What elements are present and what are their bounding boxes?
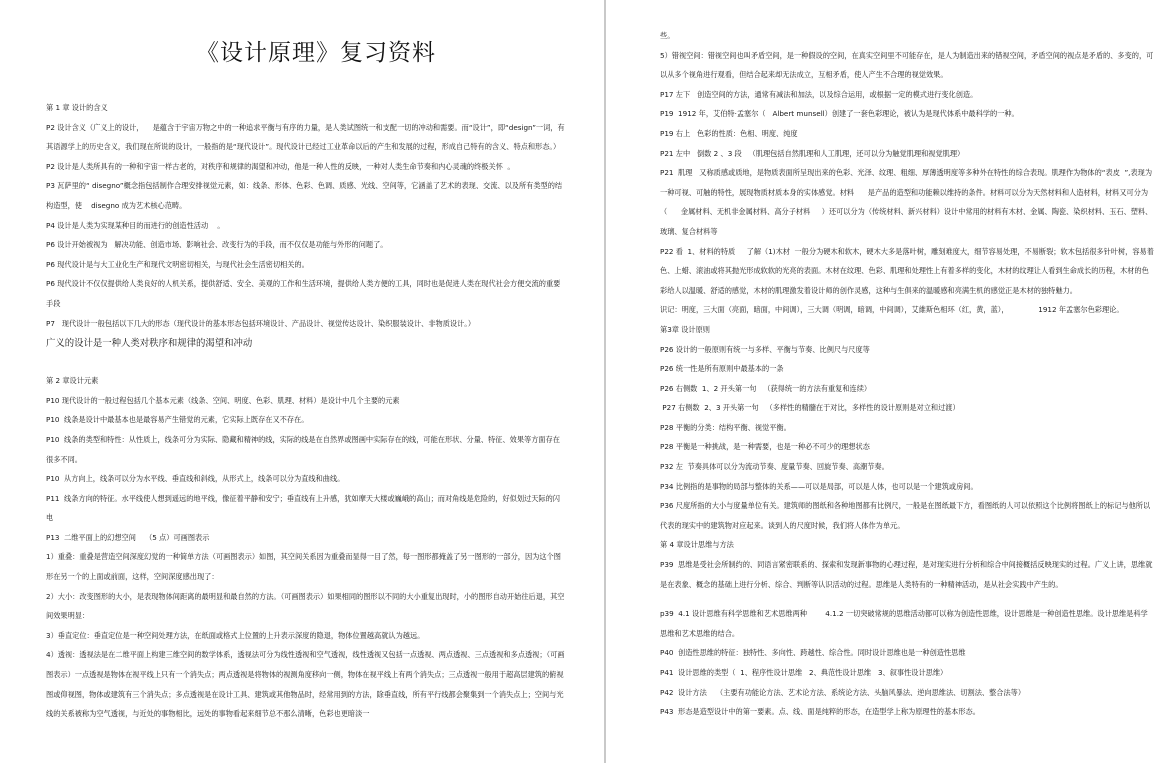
document-page-right bbox=[606, 0, 1163, 763]
paragraph: P34 比例指的是事物的局部与整体的关系——可以是局部，可以是人体，也可以是一个建筑或房间。 bbox=[660, 481, 978, 491]
paragraph: P3 瓦萨里的“ disegno”概念指包括制作合理安排视觉元素，如：线条、形体、色彩、色调、质感、光线、空间等，它涵盖了艺术的表现、交流、以及所有类型的结构造型，使 disegno 成为艺术核心范畴。 bbox=[46, 181, 563, 210]
paragraph: P26 统一性是所有原则中最基本的一条 bbox=[660, 364, 784, 374]
paragraph: p39 4.1 设计思维有科学思维和艺术思维两种 4.1.2 一切突破常规的思维活动都可以称为创造性思维，设计思维是一种创造性思维。设计思维是科学思维和艺术思维的结合。 bbox=[660, 609, 1148, 638]
left-column bbox=[46, 0, 566, 724]
paragraph: P2 设计是人类所具有的一种和宇宙一样古老的，对秩序和规律的渴望和冲动，他是一种人性的反映，一种对人类生命节奏和内心灵魂的终极关怀 。 bbox=[46, 161, 515, 171]
document-title: 《设计原理》复习资料 bbox=[196, 40, 436, 66]
paragraph: P2 设计含义（广义上的设计， 是蕴含于宇宙万物之中的一种追求平衡与有序的力量，是人类试图统一和支配一切的冲动和需要。而“设计”，即“design”一词，有其语源学上的历史含义，我们现在所说的设计，一般指的是“现代设计”。现代设计已经过工业革命以后的产生和发展的过程，形成自己特有的含义、特点和形态。） bbox=[46, 122, 565, 152]
paragraph: P10 从方向上，线条可以分为水平线、垂直线和斜线，从形式上，线条可以分为直线和曲线。 bbox=[46, 474, 345, 484]
paragraph: P21 肌理 又称质感或质地，是物质表面所呈现出来的色彩、光泽、纹理、粗细、厚薄透明度等多种外在特性的综合表现。肌理作为物体的“表皮 ”,表现为一种可视、可触的特性，展现物质材质本身的实体感觉。材料 是产品的造型和功能赖以维持的条件。材料可以分为天然材料和人造材料，材料又可分为（ 金属材料、无机非金属材料、高分子材料 ）还可以分为（传统材料、新兴材料）设计中常用的材料有木材、金属、陶瓷、染织材料、玉石、塑料、玻璃、复合材料等 bbox=[660, 168, 1153, 236]
right-column bbox=[660, 0, 1154, 722]
paragraph: P19 1912 年，艾伯特·孟塞尔（ Albert munsell）创建了一套色彩理论，被认为是现代体系中最科学的一种。 bbox=[660, 109, 1019, 119]
paragraph: 1）重叠：重叠是营造空间深度幻觉的一种简单方法（可画图表示）如图，其空间关系因为重叠而显得一目了然，每一图形都掩盖了另一图形的一部分，因为这个图形在另一个的上面或前面，这样，空间深度感出现了： bbox=[46, 552, 561, 582]
paragraph: P22 看 1、材料的特质 了解（1)木材 一般分为硬木和软木，硬木大多是落叶树，雕刻难度大，细节容易处理，不易断裂；软木包括很多针叶树，容易着色、上蜡、滚油或将其抛光形成软软的光亮的表面。木材在纹理、色彩、肌理和处理性上有着多样的变化，木材的纹理让人看到生命成长的历程，木材的色彩给人以温暖、舒适的感觉，木材的肌理激发着设计师的创作灵感，这种与生俱来的温暖感和亮满生机的感觉正是木材的独特魅力。 bbox=[660, 246, 1154, 295]
paragraph: P6 现代设计是与大工业化生产和现代文明密切相关，与现代社会生活密切相关的。 bbox=[46, 259, 309, 269]
paragraph: P11 线条方向的特征。水平线使人想到遥远的地平线，像征着平静和安宁；垂直线有上升感，犹如摩天大楼或巍峨的高山；而对角线是危险的，好似划过天际的闪电 bbox=[46, 493, 560, 523]
paragraph: P32 左 节奏具体可以分为流动节奏、度量节奏、回旋节奏、高潮节奏。 bbox=[660, 462, 889, 472]
paragraph: P17 左下 创造空间的方法，通常有减法和加法，以及综合运用，或根据一定的模式进行变化创造。 bbox=[660, 89, 978, 99]
paragraph: 4）透视：透视法是在二维平面上构建三维空间的数学体系，透视法可分为线性透视和空气透视，线性透视又包括一点透视、两点透视、三点透视和多点透视；（可画图表示）一点透视是物体在视平线上只有一个消失点；两点透视是将物体的视测角度移向一侧，物体在视平线上有两个消失点；三点透视一般用于超高层建筑的俯视图或仰视图，物体或建筑有三个消失点；多点透视是在设计工具、建筑或其他物品时，经常用到的方法，除垂直线，所有平行线都会聚集到一个消失点上；空间与光线的关系被称为空气透视，与近处的事物相比，远处的事物看起来细节总不那么清晰，色彩也更暗淡一 bbox=[46, 650, 565, 719]
paragraph: P10 线条是设计中最基本也是最容易产生错觉的元素，它实际上既存在又不存在。 bbox=[46, 415, 309, 425]
paragraph: P13 二维平面上的幻想空间 （5 点）可画图表示 bbox=[46, 532, 210, 542]
paragraph: P10 现代设计的一般过程包括几个基本元素（线条、空间、明度、色彩、肌理、材料）是设计中几个主要的元素 bbox=[46, 395, 400, 405]
paragraph: P28 平衡的分类：结构平衡、视觉平衡。 bbox=[660, 422, 791, 432]
paragraph: P4 设计是人类为实现某种目的而进行的创造性活动 。 bbox=[46, 220, 225, 230]
paragraph: P19 右上 色彩的性质：色相、明度、纯度 bbox=[660, 128, 798, 138]
paragraph: 些。 bbox=[660, 31, 675, 40]
paragraph: P26 设计的一般原则有统一与多样、平衡与节奏、比例尺与尺度等 bbox=[660, 344, 870, 354]
paragraph: P43 形态是造型设计中的第一要素。点、线、面是纯粹的形态，在造型学上称为原理性的基本形态。 bbox=[660, 707, 980, 717]
paragraph: P39 思维是受社会所制约的、同语言紧密联系的、探索和发现新事物的心理过程，是对现实进行分析和综合中间接概括反映现实的过程。广义上讲，思维就是在表象、概念的基础上进行分析、综合、判断等认识活动的过程。思维是人类特有的一种精神活动，是从社会实践中产生的。 bbox=[660, 560, 1153, 589]
paragraph: 2）大小：改变图形的大小，是表现物体间距离的最明显和最自然的方法。（可画图表示）如果相同的图形以不同的大小重复出现时，小的图形自动开始往后退，其空间效果明显： bbox=[46, 591, 565, 621]
paragraph: P40 创造性思维的特征：独特性、多向性、跨越性、综合性。同时设计思维也是一种创造性思维 bbox=[660, 648, 966, 658]
paragraph: P6 现代设计不仅仅提供给人类良好的人机关系，提供舒适、安全、美观的工作和生活环境，提供给人类方便的工具，同时也是促进人类在现代社会方便交流的重要手段 bbox=[46, 279, 561, 308]
chapter-heading-3: 第3章 设计原则 bbox=[660, 324, 710, 334]
paragraph: P10 线条的类型和特性：从性质上，线条可分为实际、隐藏和精神的线，实际的线是在自然界或图画中实际存在的线，可能在形状、分量、特征、效果等方面存在很多不同。 bbox=[46, 434, 560, 464]
paragraph: 3）垂直定位：垂直定位是一种空间处理方法，在纸面或格式上位置的上升表示深度的隐退，物体位置越高就认为越远。 bbox=[46, 630, 425, 640]
paragraph: P36 尺度所指的大小与度量单位有关。建筑师的图纸和各种地图都有比例尺，一般是在图纸最下方，看图纸的人可以依照这个比例将图纸上的标记与他所以代表的现实中的建筑物对应起来。谈到人的尺度时候，我们将人体作为单元。 bbox=[660, 501, 1151, 530]
chapter-heading-2: 第 2 章设计元素 bbox=[46, 376, 99, 386]
paragraph: P28 平衡是一种挑战，是一种需要，也是一种必不可少的理想状态 bbox=[660, 442, 870, 452]
paragraph: 识记：明度，三大面（亮面，暗面，中间调），三大调（明调，暗调，中间调），艾維斯色相环（红，黄，蓝）， 1912 年孟塞尔色彩理论。 bbox=[660, 305, 1124, 315]
chapter-heading-4: 第 4 章设计思维与方法 bbox=[660, 540, 734, 550]
paragraph: P27 右侧数 2、3 开头第一句 （多样性的精髓在于对比，多样性的设计原则是对立和过渡） bbox=[660, 403, 960, 413]
chapter-heading-1: 第 1 章 设计的含义 bbox=[46, 103, 108, 112]
paragraph: P21 左中 倒数 2 、3 段 （肌理包括自然肌理和人工肌理，还可以分为触觉肌理和视觉肌理） bbox=[660, 148, 965, 158]
paragraph: P6 设计开始被视为 解决功能、创造市场、影响社会、改变行为的手段，而不仅仅是功能与外形的问题了。 bbox=[46, 240, 388, 250]
paragraph: P26 右侧数 1、2 开头第一句 （获得统一的方法有重复和连续） bbox=[660, 383, 872, 393]
paragraph: 5）错视空间：错视空间也叫矛盾空间，是一种假设的空间，在真实空间里不可能存在，是人为制造出来的错视空间，矛盾空间的视点是矛盾的、多变的，可以从多个视角进行观看，但结合起来却无法成立，互相矛盾，使人产生不合理的视觉效果。 bbox=[660, 50, 1154, 80]
paragraph: P41 设计思维的类型（ 1、程序性设计思维 2、典范性设计思维 3、叙事性设计思维） bbox=[660, 668, 948, 677]
paragraph: P7 现代设计一般包括以下几大的形态（现代设计的基本形态包括环境设计、产品设计、视觉传达设计、染织服装设计、非物质设计。） bbox=[46, 318, 476, 328]
paragraph: P42 设计方法 （主要有功能论方法、艺术论方法、系统论方法、头脑风暴法、逆向思维法、切割法、整合法等） bbox=[660, 687, 1026, 697]
emphasis-line: 广义的设计是一种人类对秩序和规律的渴望和冲动 bbox=[46, 338, 253, 350]
